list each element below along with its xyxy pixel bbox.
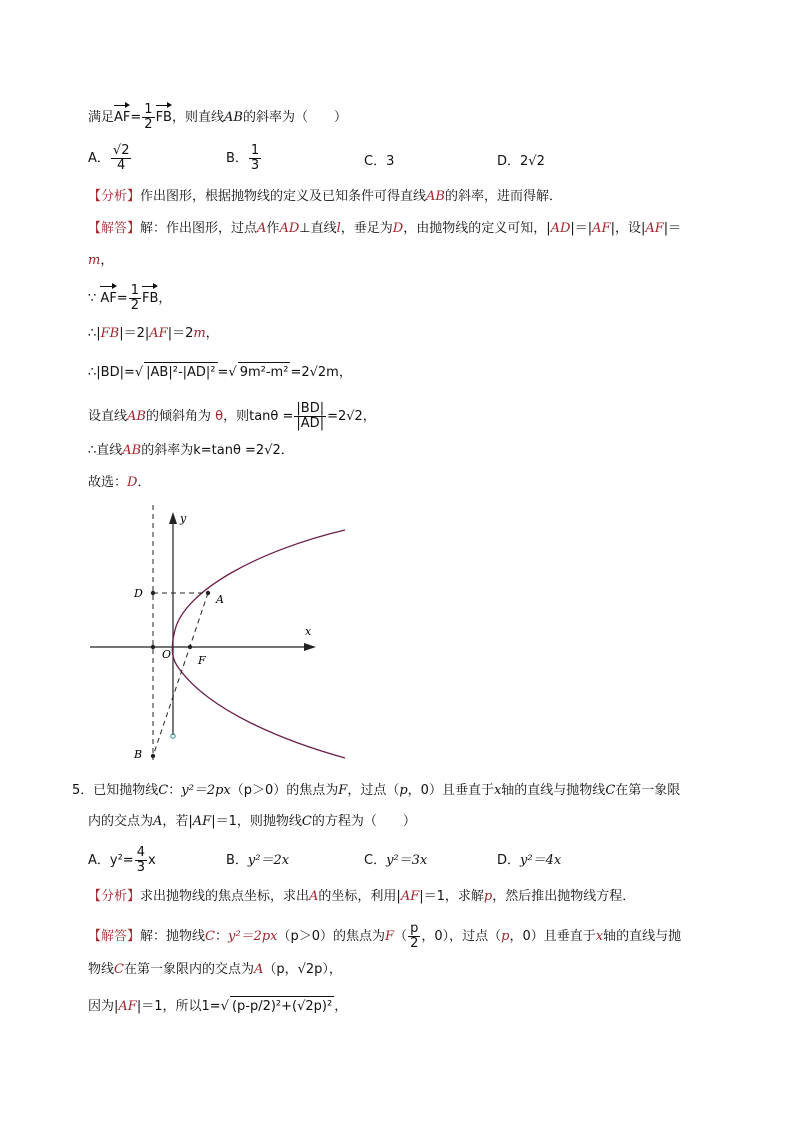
t: AF	[149, 326, 168, 341]
label-y: y	[180, 512, 187, 525]
t: p	[399, 783, 408, 798]
because-sign: ∵	[88, 291, 97, 306]
q5-option-a[interactable]	[88, 846, 156, 875]
t: 解：作出图形，过点	[140, 221, 258, 236]
t: AD	[279, 221, 300, 236]
t: ，	[158, 291, 172, 306]
label-o: O	[162, 648, 172, 661]
t: A	[309, 889, 319, 904]
t: |＝1，则抛物线	[211, 814, 302, 829]
t: （p＞0）	[277, 929, 334, 944]
t: |＝1，所以	[136, 999, 202, 1014]
frac-den: 3	[250, 158, 260, 173]
sqrt-expr: 9m²-m²	[238, 362, 291, 383]
t: θ	[215, 409, 224, 424]
vector-af: AF	[100, 285, 116, 309]
t: C	[158, 783, 169, 798]
t: 求出抛物线的焦点坐标，求出	[140, 889, 310, 904]
t: 物线	[88, 962, 115, 977]
t: 设直线	[88, 409, 128, 424]
t: 轴的直线与抛物线	[501, 783, 606, 798]
frac-num: 1	[144, 102, 153, 117]
t: （p，√2p），	[263, 962, 342, 977]
t: 的斜率为k=tanθ =2√2．	[141, 443, 294, 458]
q5-stem-line1	[72, 781, 680, 801]
option-label: A．	[88, 151, 110, 166]
t: F	[338, 783, 348, 798]
t: AF	[400, 889, 420, 904]
t: ，	[100, 253, 114, 268]
p-half-fraction	[408, 922, 420, 951]
parabola-curve	[172, 530, 345, 758]
t: ，0）且垂直于	[407, 783, 494, 798]
t: y²＝2px	[228, 929, 278, 944]
answer-tag: 【解答】	[88, 221, 141, 236]
t: 的坐标，利用|	[318, 889, 401, 904]
vector-af: AF	[114, 104, 130, 128]
point-f	[188, 645, 192, 649]
frac-den: 2	[144, 117, 153, 132]
answer-tag: 【解答】	[88, 929, 141, 944]
q5-option-c[interactable]	[364, 849, 427, 868]
t: ⊥直线	[299, 221, 337, 236]
t: ，垂足为	[340, 221, 393, 236]
t: 的焦点为	[333, 929, 386, 944]
q5-option-b[interactable]	[226, 849, 289, 868]
vector-fb: FB	[142, 285, 158, 309]
frac-num: √2	[112, 143, 130, 158]
t: C	[605, 783, 616, 798]
option-value: 3	[386, 154, 395, 169]
t: 在第一象限	[615, 783, 681, 798]
frac-num: |BD|	[296, 401, 325, 416]
q5-option-d[interactable]	[497, 849, 561, 868]
t: FB	[100, 326, 120, 341]
analysis-text: 作出图形，根据抛物线的定义及已知条件可得直线	[140, 189, 427, 204]
q5-answer-line3: 因为|AF|＝1，所以1=√ (p-p/2)²+(√2p)² ，	[88, 996, 347, 1017]
t: A	[257, 221, 267, 236]
t: y²＝2px	[181, 783, 231, 798]
point-origin	[151, 645, 155, 649]
t: ∴|	[88, 326, 101, 341]
t: ∴|BD|=	[88, 365, 135, 380]
point-d	[151, 591, 155, 595]
eq-sign: =	[130, 110, 142, 125]
q4-ab: AB	[224, 110, 243, 125]
t: AB	[127, 409, 146, 424]
x-axis-arrow	[304, 643, 316, 651]
point-a	[206, 591, 210, 595]
t: x	[148, 853, 156, 868]
t: ，然后推出抛物线方程．	[492, 889, 636, 904]
label-a: A	[216, 593, 224, 606]
y-axis-arrow	[169, 512, 177, 524]
q5-analysis	[88, 887, 635, 907]
option-value: y²＝4x	[520, 853, 562, 868]
t: |＝2|	[119, 326, 150, 341]
t: 作	[266, 221, 280, 236]
t: ，若|	[162, 814, 193, 829]
analysis-tag: 【分析】	[88, 189, 141, 204]
t: （p＞0）	[230, 783, 287, 798]
frac-num: 4	[136, 845, 145, 860]
t: （	[394, 929, 408, 944]
t: |＝|	[570, 221, 593, 236]
t: 的倾斜角为	[145, 409, 211, 424]
q5-answer-line2	[88, 960, 342, 980]
t: C	[205, 929, 215, 944]
t: =	[217, 365, 229, 380]
t: AF	[592, 221, 611, 236]
t: AF	[192, 814, 212, 829]
t: C	[301, 814, 312, 829]
analysis-ab: AB	[426, 189, 445, 204]
frac-num: 1	[130, 283, 139, 298]
frac-den: 3	[136, 860, 145, 875]
t: p	[501, 929, 510, 944]
q5-stem-line2	[88, 812, 416, 832]
t: m	[193, 326, 206, 341]
sqrt-expr: |AB|²-|AD|²	[144, 362, 217, 383]
t: 在第一象限内的交点为	[123, 962, 254, 977]
analysis-end: 的斜率，进而得解．	[444, 189, 562, 204]
t: =2√2m，	[290, 365, 352, 380]
t: C	[114, 962, 124, 977]
option-label: C．	[364, 154, 387, 169]
t: ，	[205, 326, 219, 341]
t: 的焦点为	[286, 783, 339, 798]
t: AF	[645, 221, 664, 236]
t: ：	[168, 783, 182, 798]
t: ．	[137, 475, 151, 490]
t: AB	[122, 443, 142, 458]
option-value: 2√2	[520, 154, 545, 169]
t: ：	[214, 929, 228, 944]
eq-sign: =	[116, 291, 128, 306]
option-label: A．	[88, 853, 110, 868]
t: ，	[334, 999, 348, 1014]
option-label: B．	[226, 151, 248, 166]
q4-stem-text-c: 的斜率为（ ）	[242, 110, 347, 125]
frac-den: 2	[410, 936, 419, 951]
q4-stem-text: 满足	[88, 110, 115, 125]
t: ，过点（	[347, 783, 400, 798]
option-label: D．	[497, 853, 521, 868]
frac-den: |AD|	[296, 416, 325, 431]
t: |＝1，求解	[419, 889, 484, 904]
t: F	[385, 929, 395, 944]
question-number: 5．	[72, 783, 94, 798]
t: 解：抛物线	[140, 929, 206, 944]
sqrt-expr: (p-p/2)²+(√2p)²	[230, 996, 334, 1017]
t: x	[595, 929, 604, 944]
t: 因为|	[88, 999, 119, 1014]
t: ∴直线	[88, 443, 123, 458]
option-label: D．	[497, 154, 521, 169]
frac-den: 4	[117, 158, 126, 173]
label-d: D	[134, 587, 143, 600]
label-x: x	[305, 625, 312, 638]
t: x	[493, 783, 502, 798]
t: A	[253, 962, 264, 977]
t: 已知抛物线	[93, 783, 159, 798]
t: AF	[118, 999, 137, 1014]
t: A	[153, 814, 163, 829]
t: |＝2	[167, 326, 194, 341]
t: =2√2，	[327, 409, 376, 424]
frac-num: 1	[250, 143, 260, 158]
option-label: B．	[226, 853, 248, 868]
q4-stem-text-b: ，则直线	[171, 110, 224, 125]
q4-therefore2: ∴|BD|=√ |AB|²-|AD|² =√ 9m²-m² =2√2m，	[88, 362, 352, 383]
t: l	[336, 221, 341, 236]
t: AD	[550, 221, 571, 236]
t: y²=	[109, 853, 134, 868]
option-value: y²＝2x	[247, 853, 290, 868]
t: 故选：	[88, 475, 128, 490]
t: ，0），过点（	[421, 929, 502, 944]
t: D	[127, 475, 138, 490]
label-b: B	[134, 748, 143, 761]
analysis-tag: 【分析】	[88, 889, 141, 904]
t: |，设|	[610, 221, 646, 236]
frac-num: p	[408, 922, 420, 937]
t: 轴的直线与抛	[603, 929, 682, 944]
point-b	[151, 754, 155, 758]
t: 内的交点为	[88, 814, 154, 829]
t: 1=	[201, 999, 221, 1014]
option-label: C．	[364, 853, 387, 868]
t: ，0）且垂直于	[509, 929, 596, 944]
q5-answer-line1	[88, 922, 681, 951]
t: 的方程为（ ）	[311, 814, 416, 829]
vector-fb: FB	[156, 104, 172, 128]
t: m	[88, 253, 101, 268]
option-value: y²＝3x	[386, 853, 428, 868]
label-f: F	[198, 654, 206, 667]
option-a-fraction	[135, 846, 147, 875]
frac-den: 2	[130, 298, 139, 313]
t: ，则tanθ =	[223, 409, 294, 424]
t: p	[483, 889, 493, 904]
t: D	[392, 221, 404, 236]
t: |＝	[663, 221, 682, 236]
t: ，由抛物线的定义可知，|	[403, 221, 551, 236]
